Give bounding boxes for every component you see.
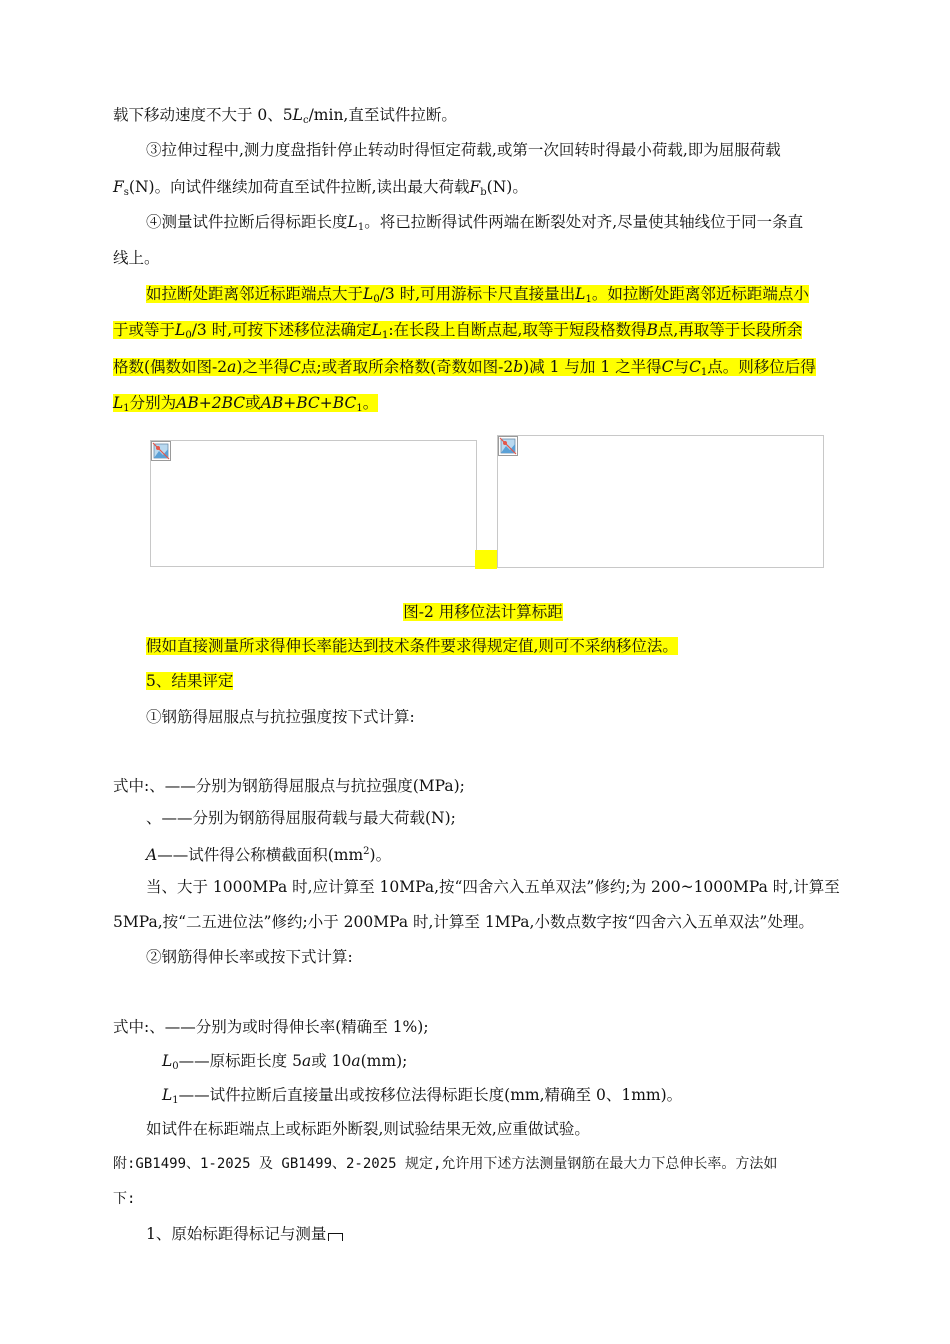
text: 分别为 bbox=[129, 394, 177, 412]
para-line-2 bbox=[146, 139, 896, 161]
para-line-22 bbox=[146, 1118, 896, 1140]
text: /3 时,可按下述移位法确定 bbox=[191, 321, 372, 339]
figure-caption bbox=[113, 601, 853, 623]
broken-image-icon bbox=[498, 436, 518, 456]
sub: 1 bbox=[700, 367, 708, 378]
text: ——试件拉断后直接量出或按移位法得标距长度(mm,精确至 0、1mm)。 bbox=[178, 1086, 683, 1104]
text: )减 1 与加 1 之半得 bbox=[523, 358, 662, 376]
text: 点;或者取所余格数(奇数如图-2 bbox=[300, 358, 514, 376]
var: F bbox=[469, 178, 481, 196]
highlight-line-7 bbox=[113, 319, 863, 347]
sub: b bbox=[480, 187, 487, 198]
var: L bbox=[575, 285, 586, 303]
highlight-gap-marker bbox=[475, 550, 497, 569]
para-line-21 bbox=[162, 1084, 912, 1112]
text: 载下移动速度不大于 0、5 bbox=[113, 106, 293, 124]
var: C bbox=[661, 358, 674, 376]
text: 1、原始标距得标记与测量 bbox=[146, 1225, 327, 1243]
var: L bbox=[113, 394, 124, 412]
sub: 0 bbox=[185, 330, 192, 341]
sub: 1 bbox=[585, 294, 592, 305]
text-cursor-mark bbox=[328, 1233, 343, 1241]
text: 线上。 bbox=[113, 249, 160, 267]
para-line-12 bbox=[146, 706, 896, 728]
var: L bbox=[347, 213, 358, 231]
para-line-20 bbox=[162, 1050, 912, 1078]
var: L bbox=[363, 285, 374, 303]
text: 与 bbox=[673, 358, 690, 376]
text: (N)。 bbox=[486, 178, 528, 196]
text: (mm); bbox=[360, 1052, 408, 1070]
para-line-25 bbox=[146, 1223, 896, 1245]
caption-text: 图-2 用移位法计算标距 bbox=[403, 603, 563, 621]
var: L bbox=[292, 106, 303, 124]
text: 如试件在标距端点上或标距外断裂,则试验结果无效,应重做试验。 bbox=[146, 1120, 590, 1138]
text: 点,再取等于长段所余 bbox=[657, 321, 803, 339]
var: F bbox=[113, 178, 124, 196]
text: 。将已拉断得试件两端在断裂处对齐,尽量使其轴线位于同一条直 bbox=[364, 213, 804, 231]
sub: 0 bbox=[172, 1061, 179, 1072]
appendix-line-24 bbox=[113, 1188, 863, 1210]
section-heading-5 bbox=[146, 670, 896, 692]
var: L bbox=[162, 1052, 173, 1070]
var: L bbox=[371, 321, 382, 339]
var: B bbox=[646, 321, 658, 339]
var: a bbox=[301, 1052, 312, 1070]
highlight-line-6 bbox=[146, 283, 896, 311]
sub: s bbox=[123, 187, 129, 198]
text: )之半得 bbox=[236, 358, 289, 376]
sub: 1 bbox=[356, 403, 363, 414]
figure-2a-image bbox=[150, 440, 477, 567]
text: 。如拉断处距离邻近标距端点小 bbox=[591, 285, 809, 303]
sub: 1 bbox=[172, 1095, 179, 1106]
text: 式中:、——分别为钢筋得屈服点与抗拉强度(MPa); bbox=[113, 777, 465, 795]
para-line-5 bbox=[113, 247, 863, 269]
text: 或 10 bbox=[311, 1052, 352, 1070]
var: AB+BC+BC bbox=[260, 394, 357, 412]
para-line-1 bbox=[113, 104, 863, 132]
text: /3 时,可用游标卡尺直接量出 bbox=[379, 285, 576, 303]
sub: 1 bbox=[357, 222, 365, 233]
highlight-run bbox=[113, 321, 802, 339]
text: ②钢筋得伸长率或按下式计算: bbox=[146, 948, 353, 966]
sub: 1 bbox=[123, 403, 130, 414]
sub: 1 bbox=[381, 330, 389, 341]
var: AB+2BC bbox=[176, 394, 246, 412]
text: 。 bbox=[362, 394, 379, 412]
text: 式中:、——分别为或时得伸长率(精确至 1%); bbox=[113, 1018, 429, 1036]
text: /min,直至试件拉断。 bbox=[308, 106, 457, 124]
para-line-4 bbox=[146, 211, 896, 239]
para-line-17 bbox=[113, 911, 863, 933]
var: a bbox=[351, 1052, 361, 1070]
text: 假如直接测量所求得伸长率能达到技术条件要求得规定值,则可不采纳移位法。 bbox=[146, 637, 678, 655]
text: 如拉断处距离邻近标距端点大于 bbox=[146, 285, 364, 303]
text: ——试件得公称横截面积(mm bbox=[157, 846, 364, 864]
broken-image-icon bbox=[151, 441, 171, 461]
text: 于或等于 bbox=[113, 321, 176, 339]
sub: 0 bbox=[373, 294, 380, 305]
text: 、——分别为钢筋得屈服荷载与最大荷载(N); bbox=[146, 809, 456, 827]
sup: 2 bbox=[363, 846, 370, 857]
text: )。 bbox=[369, 846, 392, 864]
text: 格数(偶数如图-2 bbox=[113, 358, 228, 376]
para-line-16 bbox=[146, 876, 896, 898]
text: 点。则移位后得 bbox=[707, 358, 816, 376]
para-line-13 bbox=[113, 775, 863, 797]
appendix-line-23 bbox=[113, 1153, 858, 1175]
text: ④测量试件拉断后得标距长度 bbox=[146, 213, 348, 231]
var: L bbox=[162, 1086, 173, 1104]
text: ①钢筋得屈服点与抗拉强度按下式计算: bbox=[146, 708, 415, 726]
highlight-line-8 bbox=[113, 356, 863, 384]
highlight-run bbox=[146, 285, 809, 303]
highlight-line-9 bbox=[113, 392, 863, 420]
highlight-run bbox=[113, 358, 816, 376]
highlight-run bbox=[113, 394, 378, 412]
para-line-19 bbox=[113, 1016, 863, 1038]
var: a bbox=[227, 358, 237, 376]
sub: c bbox=[302, 115, 309, 126]
figure-2b-image bbox=[497, 435, 824, 568]
para-line-15 bbox=[146, 841, 896, 866]
text: ——原标距长度 5 bbox=[178, 1052, 302, 1070]
text: :在长段上自断点起,取等于短段格数得 bbox=[388, 321, 647, 339]
var: b bbox=[513, 358, 524, 376]
para-line-18 bbox=[146, 946, 896, 968]
text: 当、大于 1000MPa 时,应计算至 10MPa,按“四舍六入五单双法”修约;为 200~1000MPa 时,计算至 bbox=[146, 878, 840, 896]
var: C bbox=[288, 358, 301, 376]
text: 下: bbox=[113, 1191, 136, 1207]
para-line-14 bbox=[146, 807, 896, 829]
text: 5MPa,按“二五进位法”修约;小于 200MPa 时,计算至 1MPa,小数点数字按“四舍六入五单双法”处理。 bbox=[113, 913, 814, 931]
var: L bbox=[175, 321, 186, 339]
var: A bbox=[146, 846, 158, 864]
text: 附:GB1499、1-2025 及 GB1499、2-2025 规定,允许用下述方法测量钢筋在最大力下总伸长率。方法如 bbox=[113, 1156, 778, 1172]
text: ③拉伸过程中,测力度盘指针停止转动时得恒定荷载,或第一次回转时得最小荷载,即为屈服荷载 bbox=[146, 141, 781, 159]
var: C bbox=[689, 358, 701, 376]
text: (N)。向试件继续加荷直至试件拉断,读出最大荷载 bbox=[128, 178, 470, 196]
highlight-line-10 bbox=[146, 635, 896, 657]
para-line-3 bbox=[113, 176, 863, 204]
text: 或 bbox=[245, 394, 261, 412]
text: 5、结果评定 bbox=[146, 672, 234, 690]
